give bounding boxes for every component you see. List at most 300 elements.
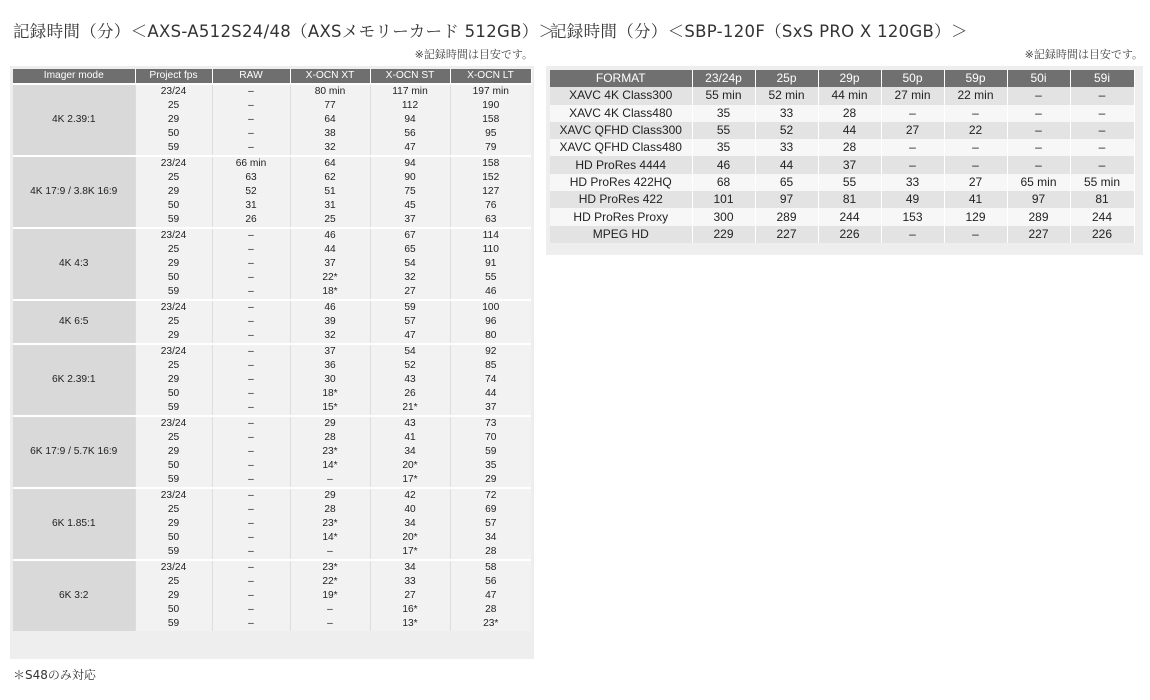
table-cell: 34 xyxy=(370,517,450,531)
table-cell: – xyxy=(212,271,290,285)
table-cell: 74 xyxy=(450,373,531,387)
table-row xyxy=(13,300,531,315)
table-cell: 23* xyxy=(450,617,531,631)
table-cell: – xyxy=(212,127,290,141)
table-cell: 64 xyxy=(290,156,370,171)
table-cell: 95 xyxy=(450,127,531,141)
table-cell: 44 xyxy=(755,156,818,173)
table-cell: 33 xyxy=(755,139,818,156)
table-cell: – xyxy=(290,545,370,560)
table-cell: 55 min xyxy=(692,87,755,104)
imager-mode-cell: 4K 17:9 / 3.8K 16:9 xyxy=(13,156,135,228)
table-cell: 59 xyxy=(135,545,212,560)
table-cell: – xyxy=(212,445,290,459)
footnote: ＊S48のみ対応 xyxy=(13,668,96,682)
table-cell: 41 xyxy=(370,431,450,445)
table-cell: 15* xyxy=(290,401,370,416)
table-cell: 289 xyxy=(1007,208,1070,225)
table-cell: – xyxy=(212,387,290,401)
column-header: 23/24p xyxy=(692,70,755,87)
table-cell: – xyxy=(212,285,290,300)
table-cell: 28 xyxy=(290,431,370,445)
table-cell: 158 xyxy=(450,113,531,127)
table-cell: – xyxy=(1070,139,1134,156)
left-estimate-note: ※記録時間は目安です。 xyxy=(414,48,533,61)
table-cell: 55 xyxy=(818,174,881,191)
table-cell: – xyxy=(1070,156,1134,173)
table-cell: 58 xyxy=(450,560,531,575)
table-cell: 32 xyxy=(290,141,370,156)
table-cell: 65 xyxy=(755,174,818,191)
table-cell: – xyxy=(212,359,290,373)
table-row xyxy=(13,84,531,99)
table-cell: – xyxy=(212,545,290,560)
table-cell: 29 xyxy=(135,373,212,387)
table-cell: 23/24 xyxy=(135,300,212,315)
table-cell: 59 xyxy=(135,401,212,416)
table-cell: 29 xyxy=(450,473,531,488)
table-cell: 43 xyxy=(370,416,450,431)
table-cell: 50 xyxy=(135,603,212,617)
table-row xyxy=(13,488,531,503)
table-cell: 226 xyxy=(1070,226,1134,243)
table-cell: 28 xyxy=(450,545,531,560)
table-cell: 63 xyxy=(212,171,290,185)
table-row xyxy=(550,226,1134,243)
table-cell: 158 xyxy=(450,156,531,171)
table-cell: 29 xyxy=(135,113,212,127)
table-cell: 97 xyxy=(755,191,818,208)
table-cell: 62 xyxy=(290,171,370,185)
table-cell: 29 xyxy=(135,445,212,459)
table-cell: 52 xyxy=(212,185,290,199)
table-cell: 37 xyxy=(370,213,450,228)
table-cell: 18* xyxy=(290,285,370,300)
table-cell: – xyxy=(212,575,290,589)
table-cell: 94 xyxy=(370,113,450,127)
table-cell: 190 xyxy=(450,99,531,113)
table-cell: 80 min xyxy=(290,84,370,99)
table-cell: 92 xyxy=(450,344,531,359)
table-cell: 37 xyxy=(818,156,881,173)
table-cell: 72 xyxy=(450,488,531,503)
table-cell: – xyxy=(1070,105,1134,122)
table-cell: 22* xyxy=(290,271,370,285)
table-cell: – xyxy=(1070,122,1134,139)
table-cell: 37 xyxy=(290,344,370,359)
table-cell: – xyxy=(212,141,290,156)
table-cell: 29 xyxy=(290,488,370,503)
table-cell: 43 xyxy=(370,373,450,387)
table-cell: 35 xyxy=(692,139,755,156)
table-cell: 16* xyxy=(370,603,450,617)
table-cell: 25 xyxy=(135,575,212,589)
table-cell: 32 xyxy=(290,329,370,344)
table-cell: – xyxy=(212,401,290,416)
table-cell: 75 xyxy=(370,185,450,199)
column-header: 25p xyxy=(755,70,818,87)
right-estimate-note: ※記録時間は目安です。 xyxy=(1024,48,1143,61)
table-cell: – xyxy=(944,139,1007,156)
table-cell: 29 xyxy=(135,257,212,271)
table-cell: – xyxy=(212,560,290,575)
column-header: X-OCN XT xyxy=(290,69,370,84)
table-cell: 85 xyxy=(450,359,531,373)
right-header-row xyxy=(550,70,1134,87)
table-cell: 152 xyxy=(450,171,531,185)
table-cell: – xyxy=(881,156,944,173)
table-cell: 57 xyxy=(450,517,531,531)
table-cell: 46 xyxy=(290,228,370,243)
column-header: Imager mode xyxy=(13,69,135,84)
table-cell: 40 xyxy=(370,503,450,517)
table-cell: 52 min xyxy=(755,87,818,104)
table-cell: 49 xyxy=(881,191,944,208)
column-header: X-OCN ST xyxy=(370,69,450,84)
table-cell: 57 xyxy=(370,315,450,329)
table-cell: – xyxy=(212,416,290,431)
right-table-title: 記録時間（分）＜SBP-120F（SxS PRO X 120GB）＞ xyxy=(550,22,968,41)
table-cell: 59 xyxy=(135,617,212,631)
table-cell: 50 xyxy=(135,271,212,285)
table-cell: 27 xyxy=(944,174,1007,191)
table-cell: 153 xyxy=(881,208,944,225)
table-cell: 226 xyxy=(818,226,881,243)
table-cell: – xyxy=(1007,139,1070,156)
table-cell: 47 xyxy=(370,329,450,344)
table-cell: 112 xyxy=(370,99,450,113)
table-cell: – xyxy=(881,105,944,122)
table-cell: 59 xyxy=(450,445,531,459)
table-cell: 244 xyxy=(818,208,881,225)
table-cell: 23/24 xyxy=(135,84,212,99)
table-cell: – xyxy=(290,473,370,488)
table-cell: 29 xyxy=(135,329,212,344)
table-cell: 44 min xyxy=(818,87,881,104)
table-cell: 22* xyxy=(290,575,370,589)
table-cell: 23/24 xyxy=(135,416,212,431)
table-cell: – xyxy=(212,228,290,243)
table-cell: 19* xyxy=(290,589,370,603)
table-cell: 38 xyxy=(290,127,370,141)
table-cell: 100 xyxy=(450,300,531,315)
format-cell: XAVC QFHD Class300 xyxy=(550,122,692,139)
table-cell: 20* xyxy=(370,531,450,545)
table-cell: 46 xyxy=(692,156,755,173)
imager-mode-cell: 4K 2.39:1 xyxy=(13,84,135,156)
table-cell: 34 xyxy=(370,445,450,459)
table-cell: 127 xyxy=(450,185,531,199)
table-cell: 25 xyxy=(135,359,212,373)
table-cell: 46 xyxy=(290,300,370,315)
table-cell: 25 xyxy=(135,315,212,329)
table-cell: 25 xyxy=(135,99,212,113)
left-header-row xyxy=(13,69,531,84)
table-row xyxy=(550,156,1134,173)
column-header: Project fps xyxy=(135,69,212,84)
imager-mode-cell: 6K 17:9 / 5.7K 16:9 xyxy=(13,416,135,488)
table-cell: 44 xyxy=(450,387,531,401)
column-header: 50p xyxy=(881,70,944,87)
table-cell: – xyxy=(1007,122,1070,139)
table-cell: 94 xyxy=(370,156,450,171)
axs-recording-time-table xyxy=(13,69,532,631)
table-cell: 66 min xyxy=(212,156,290,171)
table-cell: 33 xyxy=(755,105,818,122)
table-cell: – xyxy=(944,105,1007,122)
table-cell: – xyxy=(212,473,290,488)
table-row xyxy=(550,139,1134,156)
table-cell: – xyxy=(212,488,290,503)
table-cell: 65 min xyxy=(1007,174,1070,191)
table-cell: 96 xyxy=(450,315,531,329)
table-cell: 244 xyxy=(1070,208,1134,225)
table-cell: 77 xyxy=(290,99,370,113)
table-cell: 13* xyxy=(370,617,450,631)
table-cell: 52 xyxy=(755,122,818,139)
table-cell: – xyxy=(212,84,290,99)
table-cell: 80 xyxy=(450,329,531,344)
table-cell: 36 xyxy=(290,359,370,373)
table-cell: 14* xyxy=(290,459,370,473)
table-cell: – xyxy=(212,243,290,257)
table-cell: 34 xyxy=(370,560,450,575)
table-cell: 46 xyxy=(450,285,531,300)
table-cell: 14* xyxy=(290,531,370,545)
imager-mode-cell: 6K 2.39:1 xyxy=(13,344,135,416)
table-cell: – xyxy=(212,329,290,344)
table-cell: – xyxy=(212,603,290,617)
table-cell: 20* xyxy=(370,459,450,473)
table-cell: – xyxy=(212,300,290,315)
table-cell: 22 xyxy=(944,122,1007,139)
format-cell: HD ProRes 422 xyxy=(550,191,692,208)
format-cell: XAVC 4K Class480 xyxy=(550,105,692,122)
table-cell: – xyxy=(212,617,290,631)
table-cell: 28 xyxy=(818,105,881,122)
table-cell: 28 xyxy=(818,139,881,156)
table-cell: 50 xyxy=(135,127,212,141)
table-cell: 34 xyxy=(450,531,531,545)
format-cell: XAVC QFHD Class480 xyxy=(550,139,692,156)
table-cell: 70 xyxy=(450,431,531,445)
table-cell: – xyxy=(212,257,290,271)
table-row xyxy=(550,208,1134,225)
table-cell: 17* xyxy=(370,473,450,488)
imager-mode-cell: 6K 3:2 xyxy=(13,560,135,631)
table-cell: 69 xyxy=(450,503,531,517)
table-cell: 64 xyxy=(290,113,370,127)
table-cell: 28 xyxy=(450,603,531,617)
table-cell: 23* xyxy=(290,445,370,459)
table-cell: 59 xyxy=(370,300,450,315)
table-cell: 27 xyxy=(370,589,450,603)
table-cell: 25 xyxy=(290,213,370,228)
imager-mode-cell: 4K 6:5 xyxy=(13,300,135,344)
table-cell: – xyxy=(1007,87,1070,104)
table-cell: – xyxy=(212,373,290,387)
table-row xyxy=(550,105,1134,122)
table-cell: 45 xyxy=(370,199,450,213)
table-cell: – xyxy=(881,139,944,156)
table-cell: 23* xyxy=(290,517,370,531)
table-cell: 23* xyxy=(290,560,370,575)
table-cell: 55 min xyxy=(1070,174,1134,191)
table-cell: 117 min xyxy=(370,84,450,99)
table-cell: – xyxy=(212,589,290,603)
table-cell: 56 xyxy=(450,575,531,589)
table-row xyxy=(13,416,531,431)
format-cell: HD ProRes Proxy xyxy=(550,208,692,225)
table-cell: 39 xyxy=(290,315,370,329)
table-cell: 30 xyxy=(290,373,370,387)
table-cell: – xyxy=(944,226,1007,243)
column-header: FORMAT xyxy=(550,70,692,87)
table-cell: – xyxy=(1007,156,1070,173)
table-cell: 32 xyxy=(370,271,450,285)
table-cell: 50 xyxy=(135,387,212,401)
table-row xyxy=(13,156,531,171)
table-cell: – xyxy=(212,517,290,531)
column-header: X-OCN LT xyxy=(450,69,531,84)
table-cell: 129 xyxy=(944,208,1007,225)
table-row xyxy=(550,191,1134,208)
table-cell: 29 xyxy=(290,416,370,431)
table-cell: 25 xyxy=(135,171,212,185)
table-cell: – xyxy=(212,315,290,329)
table-cell: – xyxy=(1007,105,1070,122)
table-cell: 67 xyxy=(370,228,450,243)
table-cell: 25 xyxy=(135,503,212,517)
table-cell: 63 xyxy=(450,213,531,228)
table-cell: 101 xyxy=(692,191,755,208)
table-cell: 227 xyxy=(755,226,818,243)
table-row xyxy=(13,560,531,575)
table-cell: 65 xyxy=(370,243,450,257)
table-cell: 18* xyxy=(290,387,370,401)
table-cell: 37 xyxy=(450,401,531,416)
imager-mode-cell: 6K 1.85:1 xyxy=(13,488,135,560)
table-cell: 25 xyxy=(135,243,212,257)
table-cell: 33 xyxy=(881,174,944,191)
table-cell: 23/24 xyxy=(135,344,212,359)
table-cell: 300 xyxy=(692,208,755,225)
table-cell: – xyxy=(290,603,370,617)
table-cell: – xyxy=(881,226,944,243)
table-cell: 81 xyxy=(818,191,881,208)
table-cell: – xyxy=(212,344,290,359)
table-cell: 35 xyxy=(450,459,531,473)
column-header: 50i xyxy=(1007,70,1070,87)
table-cell: 289 xyxy=(755,208,818,225)
table-cell: – xyxy=(212,531,290,545)
table-cell: 91 xyxy=(450,257,531,271)
table-cell: 31 xyxy=(212,199,290,213)
table-cell: 27 xyxy=(370,285,450,300)
table-cell: 50 xyxy=(135,199,212,213)
table-cell: 51 xyxy=(290,185,370,199)
table-cell: 73 xyxy=(450,416,531,431)
table-cell: 229 xyxy=(692,226,755,243)
table-cell: 37 xyxy=(290,257,370,271)
imager-mode-cell: 4K 4:3 xyxy=(13,228,135,300)
table-cell: 47 xyxy=(370,141,450,156)
table-cell: 26 xyxy=(370,387,450,401)
table-cell: 35 xyxy=(692,105,755,122)
column-header: 29p xyxy=(818,70,881,87)
table-cell: 97 xyxy=(1007,191,1070,208)
table-cell: – xyxy=(944,156,1007,173)
table-cell: 79 xyxy=(450,141,531,156)
table-cell: 56 xyxy=(370,127,450,141)
table-cell: – xyxy=(212,113,290,127)
table-cell: 76 xyxy=(450,199,531,213)
table-cell: 59 xyxy=(135,285,212,300)
table-row xyxy=(550,87,1134,104)
table-cell: – xyxy=(212,459,290,473)
table-cell: 26 xyxy=(212,213,290,228)
column-header: 59i xyxy=(1070,70,1134,87)
table-cell: 44 xyxy=(818,122,881,139)
table-cell: 50 xyxy=(135,531,212,545)
table-cell: – xyxy=(212,503,290,517)
format-cell: MPEG HD xyxy=(550,226,692,243)
table-cell: 27 min xyxy=(881,87,944,104)
table-cell: 227 xyxy=(1007,226,1070,243)
column-header: 59p xyxy=(944,70,1007,87)
table-cell: – xyxy=(212,99,290,113)
table-row xyxy=(13,344,531,359)
table-cell: 50 xyxy=(135,459,212,473)
column-header: RAW xyxy=(212,69,290,84)
table-cell: 55 xyxy=(692,122,755,139)
table-cell: 23/24 xyxy=(135,228,212,243)
table-cell: 54 xyxy=(370,344,450,359)
table-cell: 81 xyxy=(1070,191,1134,208)
table-cell: 31 xyxy=(290,199,370,213)
table-cell: – xyxy=(1070,87,1134,104)
table-cell: 42 xyxy=(370,488,450,503)
left-table-title: 記録時間（分）＜AXS-A512S24/48（AXSメモリーカード 512GB）＞ xyxy=(13,22,556,41)
table-cell: 27 xyxy=(881,122,944,139)
table-cell: 44 xyxy=(290,243,370,257)
format-cell: HD ProRes 4444 xyxy=(550,156,692,173)
table-cell: 29 xyxy=(135,589,212,603)
table-cell: 90 xyxy=(370,171,450,185)
table-cell: – xyxy=(290,617,370,631)
table-row xyxy=(550,122,1134,139)
table-cell: 59 xyxy=(135,213,212,228)
table-cell: 55 xyxy=(450,271,531,285)
table-cell: 47 xyxy=(450,589,531,603)
table-cell: 59 xyxy=(135,473,212,488)
table-cell: 29 xyxy=(135,517,212,531)
table-cell: 23/24 xyxy=(135,156,212,171)
table-cell: 114 xyxy=(450,228,531,243)
format-cell: XAVC 4K Class300 xyxy=(550,87,692,104)
table-cell: 23/24 xyxy=(135,488,212,503)
table-cell: – xyxy=(212,431,290,445)
table-cell: 59 xyxy=(135,141,212,156)
table-cell: 28 xyxy=(290,503,370,517)
table-cell: 110 xyxy=(450,243,531,257)
table-cell: 17* xyxy=(370,545,450,560)
table-cell: 68 xyxy=(692,174,755,191)
table-cell: 33 xyxy=(370,575,450,589)
sxs-recording-time-table xyxy=(550,70,1135,243)
table-cell: 41 xyxy=(944,191,1007,208)
table-cell: 23/24 xyxy=(135,560,212,575)
